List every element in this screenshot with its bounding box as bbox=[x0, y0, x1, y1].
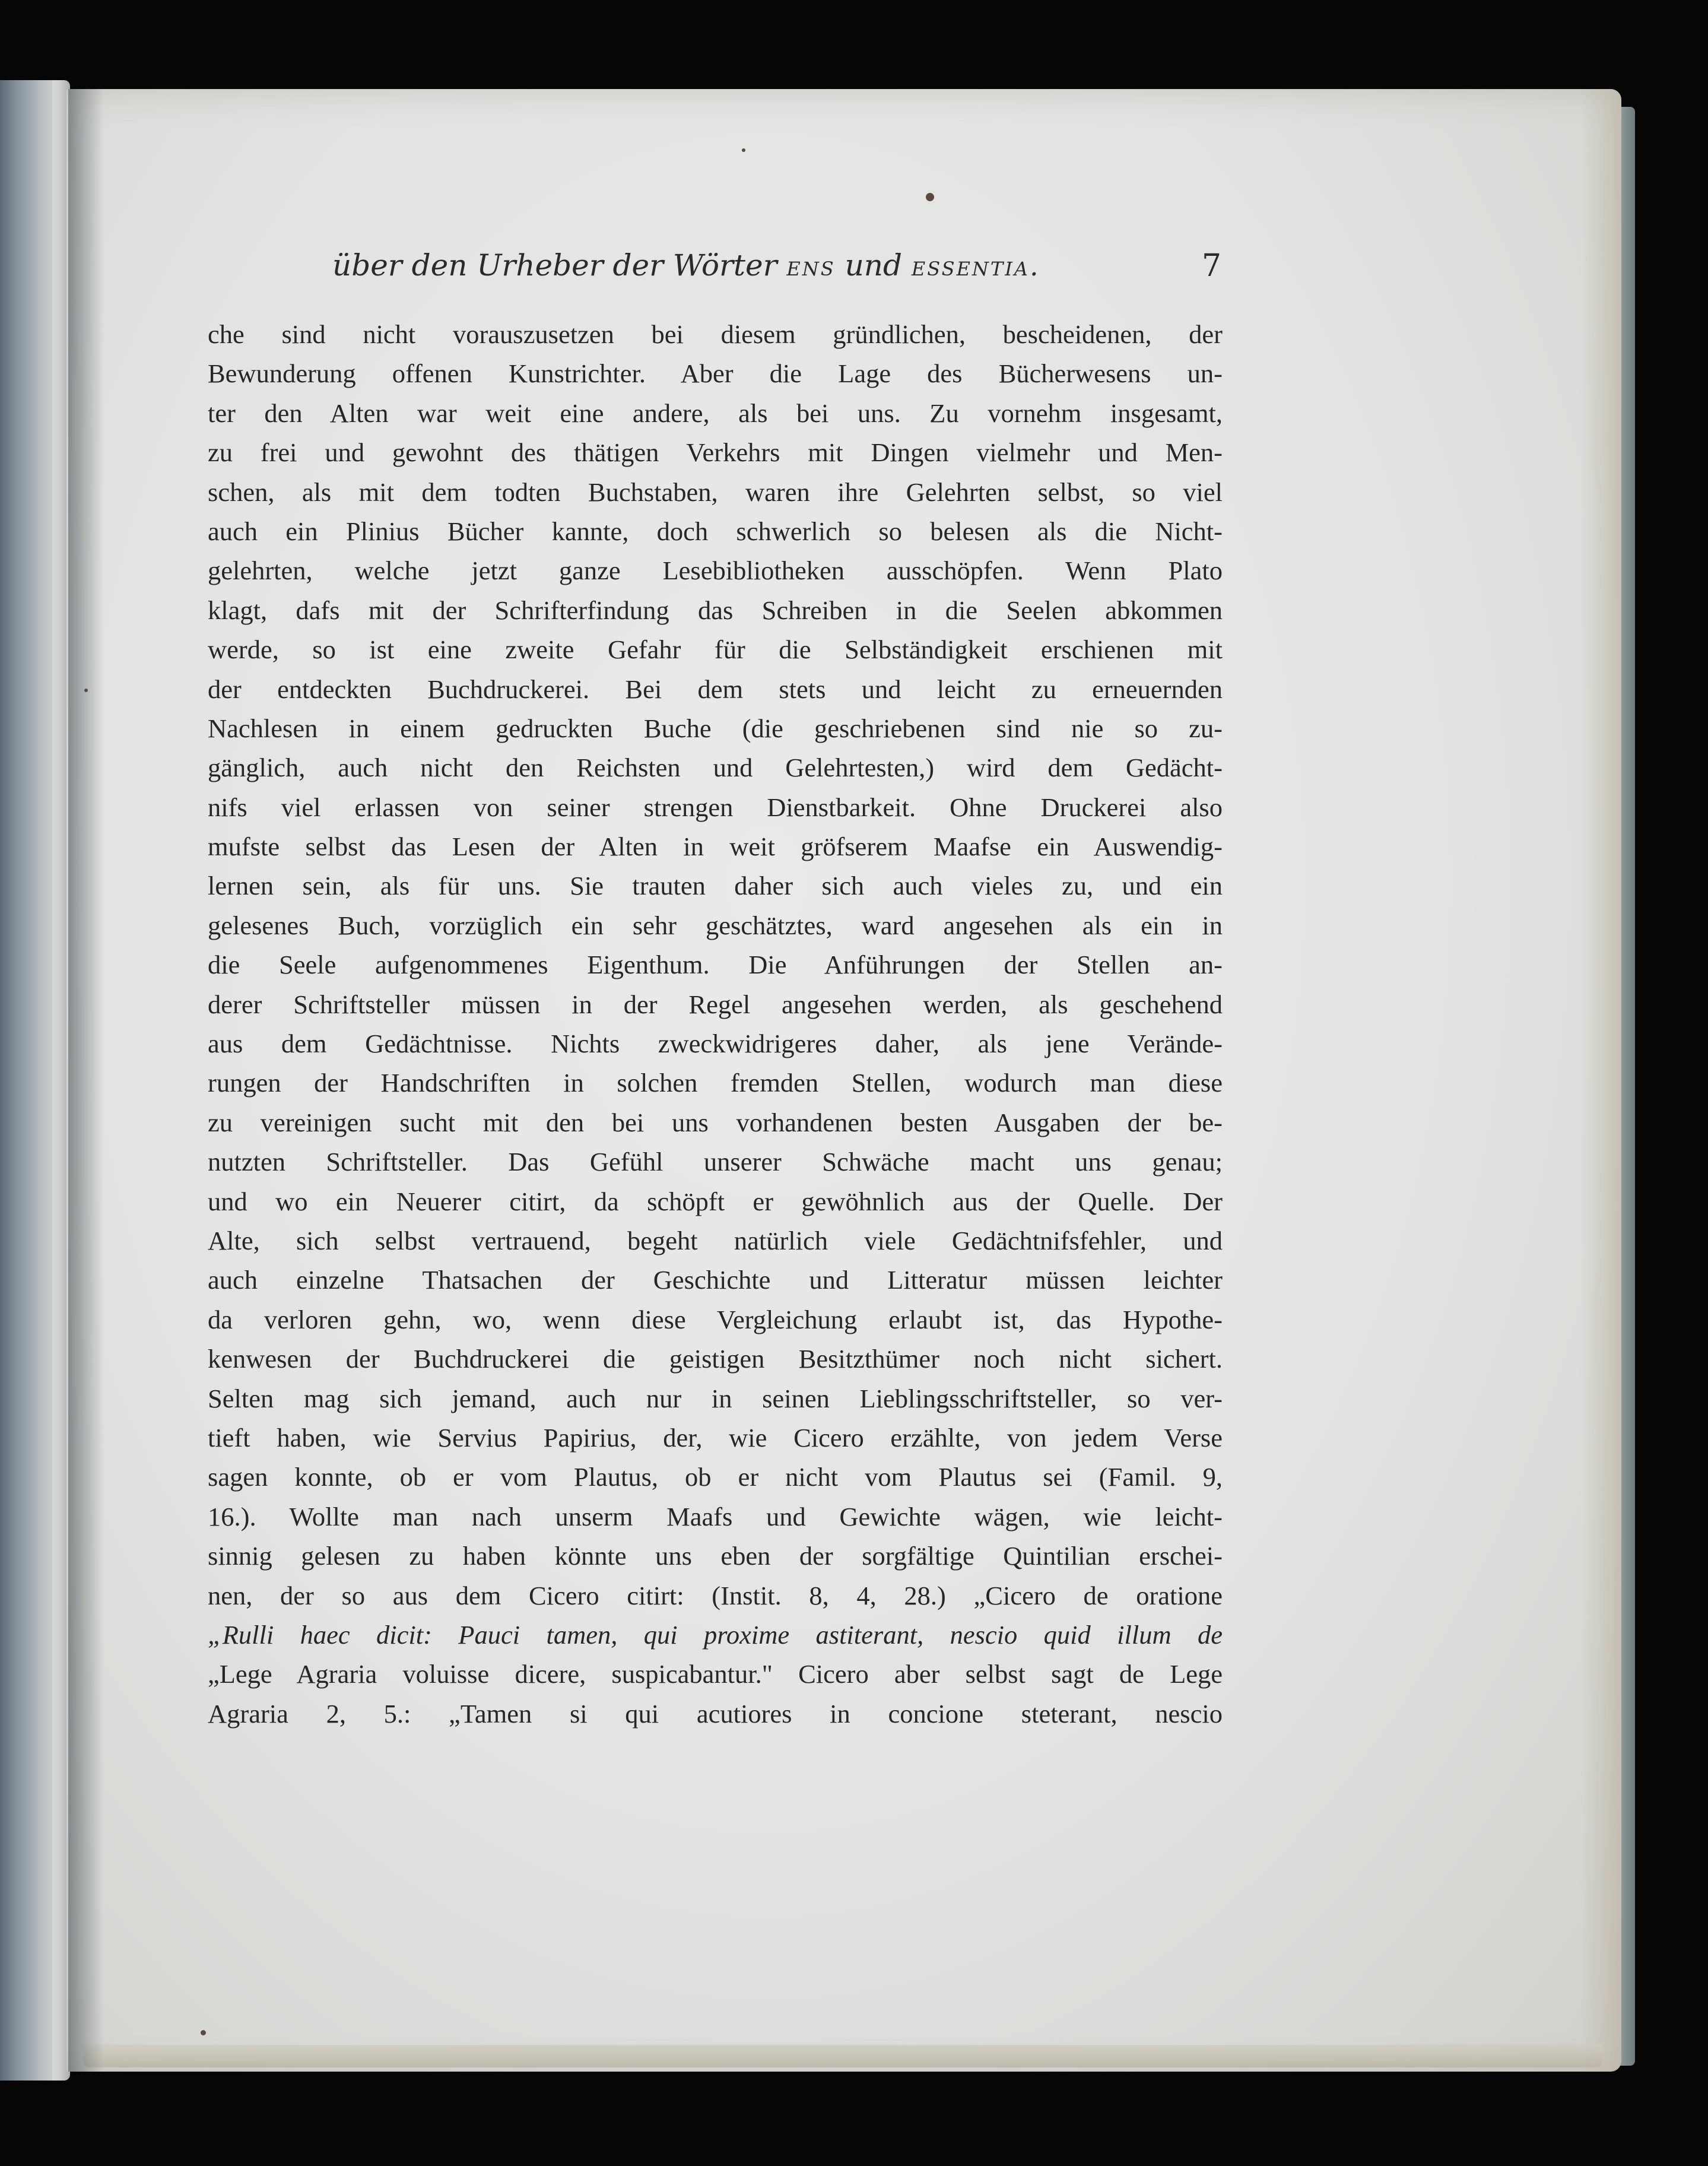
text-line: sagen konnte, ob er vom Plautus, ob er nicht vom Plautus sei (Famil. 9, bbox=[208, 1462, 1223, 1492]
text-line: kenwesen der Buchdruckerei die geistigen Besitzthümer noch nicht sichert. bbox=[208, 1344, 1223, 1374]
text-line: zu vereinigen sucht mit den bei uns vorhandenen besten Ausgaben der be- bbox=[208, 1107, 1223, 1137]
running-head bbox=[332, 248, 1223, 283]
running-head-prefix: über den Urheber der Wörter bbox=[332, 248, 777, 283]
text-line: nen, der so aus dem Cicero citirt: (Instit. 8, 4, 28.) „Cicero de oratione bbox=[208, 1580, 1223, 1610]
text-line: „Lege Agraria voluisse dicere, suspicabantur." Cicero aber selbst sagt de Lege bbox=[208, 1659, 1223, 1689]
text-line: ter den Alten war weit eine andere, als bei uns. Zu vornehm insgesamt, bbox=[208, 398, 1223, 428]
text-line: auch ein Plinius Bücher kannte, doch schwerlich so belesen als die Nicht- bbox=[208, 516, 1223, 546]
text-line: aus dem Gedächtnisse. Nichts zweckwidrigeres daher, als jene Verände- bbox=[208, 1029, 1223, 1059]
text-line: werde, so ist eine zweite Gefahr für die Selbständigkeit erschienen mit bbox=[208, 635, 1223, 665]
ink-speck bbox=[742, 148, 745, 152]
text-line: da verloren gehn, wo, wenn diese Vergleichung erlaubt ist, das Hypothe- bbox=[208, 1304, 1223, 1334]
text-line: Nachlesen in einem gedruckten Buche (die geschriebenen sind nie so zu- bbox=[208, 713, 1223, 743]
text-line: schen, als mit dem todten Buchstaben, waren ihre Gelehrten selbst, so viel bbox=[208, 477, 1223, 507]
running-head-word-ens: ens bbox=[786, 250, 836, 282]
text-line: Selten mag sich jemand, auch nur in seinen Lieblingsschriftsteller, so ver- bbox=[208, 1383, 1223, 1413]
text-line: sinnig gelesen zu haben könnte uns eben der sorgfältige Quintilian erschei- bbox=[208, 1541, 1223, 1571]
text-line: der entdeckten Buchdruckerei. Bei dem stets und leicht zu erneuernden bbox=[208, 674, 1223, 704]
running-head-word-essentia: essentia. bbox=[911, 250, 1040, 282]
ink-speck bbox=[201, 2030, 206, 2035]
body-text bbox=[208, 315, 1223, 1733]
text-line: auch einzelne Thatsachen der Geschichte und Litteratur müssen leichter bbox=[208, 1265, 1223, 1295]
text-line: gelehrten, welche jetzt ganze Lesebibliotheken ausschöpfen. Wenn Plato bbox=[208, 556, 1223, 586]
text-line: lernen sein, als für uns. Sie trauten daher sich auch vieles zu, und ein bbox=[208, 871, 1223, 901]
page-bottom-edge bbox=[83, 2045, 1602, 2067]
text-line: gelesenes Buch, vorzüglich ein sehr geschätztes, ward angesehen als ein in bbox=[208, 910, 1223, 940]
text-line: gänglich, auch nicht den Reichsten und Gelehrtesten,) wird dem Gedächt- bbox=[208, 753, 1223, 783]
text-line: die Seele aufgenommenes Eigenthum. Die Anführungen der Stellen an- bbox=[208, 950, 1223, 980]
text-line: mufste selbst das Lesen der Alten in weit gröfserem Maafse ein Auswendig- bbox=[208, 832, 1223, 862]
text-line: klagt, dafs mit der Schrifterfindung das Schreiben in die Seelen abkommen bbox=[208, 595, 1223, 625]
text-line: nutzten Schriftsteller. Das Gefühl unserer Schwäche macht uns genau; bbox=[208, 1147, 1223, 1177]
left-page-edge bbox=[0, 80, 70, 2081]
text-line: Bewunderung offenen Kunstrichter. Aber die Lage des Bücherwesens un- bbox=[208, 359, 1223, 389]
running-head-und: und bbox=[845, 248, 903, 283]
text-line: derer Schriftsteller müssen in der Regel angesehen werden, als geschehend bbox=[208, 989, 1223, 1019]
text-line: und wo ein Neuerer citirt, da schöpft er gewöhnlich aus der Quelle. Der bbox=[208, 1186, 1223, 1216]
text-line: 16.). Wollte man nach unserm Maafs und Gewichte wägen, wie leicht- bbox=[208, 1501, 1223, 1531]
text-line: „Rulli haec dicit: Pauci tamen, qui proxime astiterant, nescio quid illum de bbox=[208, 1619, 1223, 1650]
text-line: Alte, sich selbst vertrauend, begeht natürlich viele Gedächtnifsfehler, und bbox=[208, 1225, 1223, 1255]
text-line: nifs viel erlassen von seiner strengen Dienstbarkeit. Ohne Druckerei also bbox=[208, 792, 1223, 822]
text-line: Agraria 2, 5.: „Tamen si qui acutiores in concione steterant, nescio bbox=[208, 1698, 1223, 1729]
text-line: tieft haben, wie Servius Papirius, der, wie Cicero erzählte, von jedem Verse bbox=[208, 1422, 1223, 1453]
ink-speck bbox=[84, 689, 88, 692]
text-line: zu frei und gewohnt des thätigen Verkehrs mit Dingen vielmehr und Men- bbox=[208, 437, 1223, 468]
ink-spot-ornament bbox=[926, 193, 934, 201]
text-line: che sind nicht vorauszusetzen bei diesem gründlichen, bescheidenen, der bbox=[208, 319, 1223, 349]
page-number: 7 bbox=[1202, 248, 1222, 284]
text-line: rungen der Handschriften in solchen fremden Stellen, wodurch man diese bbox=[208, 1068, 1223, 1098]
